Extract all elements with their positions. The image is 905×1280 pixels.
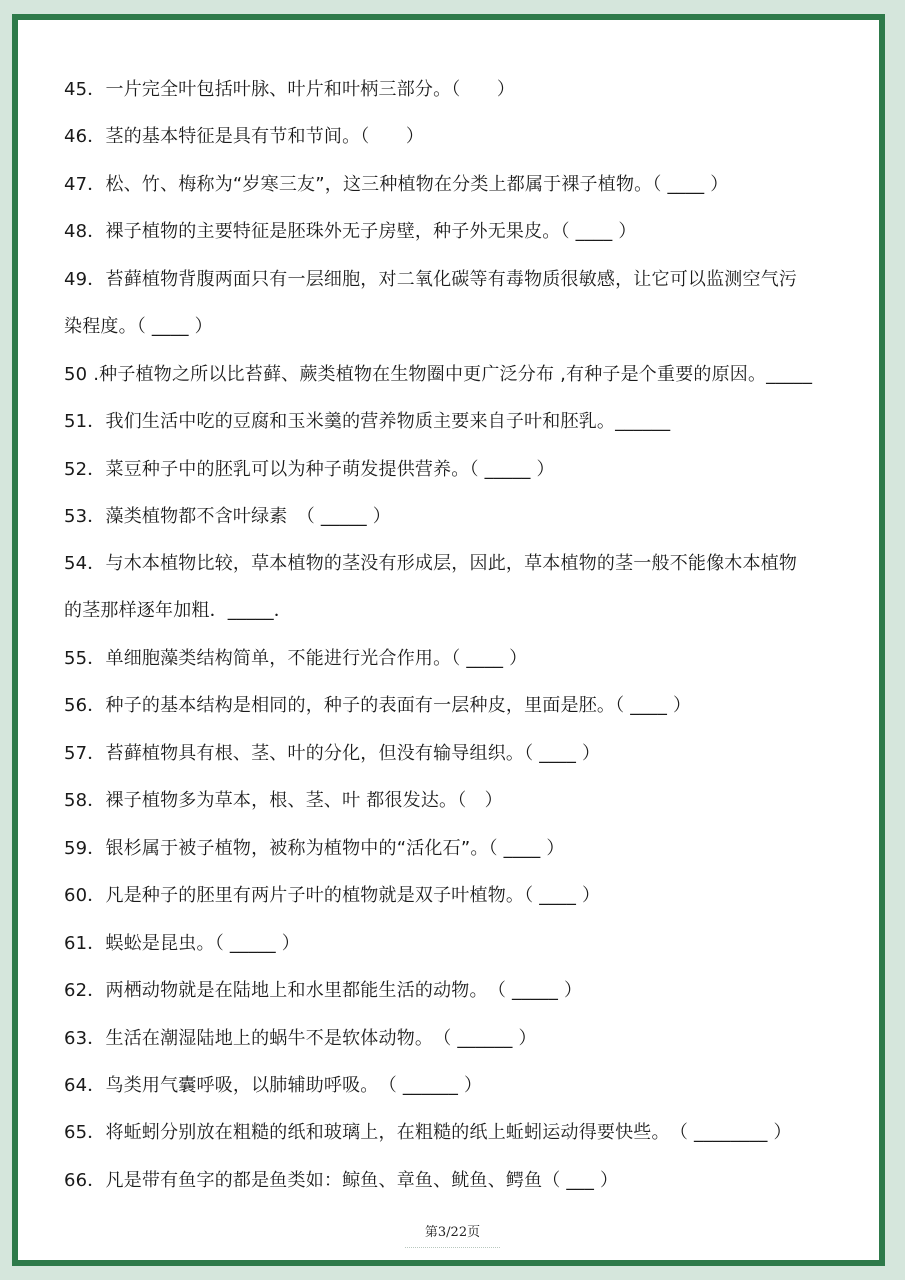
page-number: 第3/22页 <box>424 1225 481 1240</box>
question-line: 45．一片完全叶包括叶脉、叶片和叶柄三部分。（ ） <box>64 79 516 100</box>
question-line: 51．我们生活中吃的豆腐和玉米羹的营养物质主要来自子叶和胚乳。______ <box>64 411 671 432</box>
question-line: 61．蜈蚣是昆虫。（ _____ ） <box>64 933 300 954</box>
question-line: 59．银杉属于被子植物，被称为植物中的“活化石”。（ ____ ） <box>64 838 565 859</box>
question-line: 60．凡是种子的胚里有两片子叶的植物就是双子叶植物。（ ____ ） <box>64 885 601 906</box>
question-line: 染程度。（ ____ ） <box>64 316 213 337</box>
question-line: 48．裸子植物的主要特征是胚珠外无子房壁，种子外无果皮。（ ____ ） <box>64 221 637 242</box>
question-line: 52．菜豆种子中的胚乳可以为种子萌发提供营养。（ _____ ） <box>64 459 555 480</box>
question-line: 49．苔藓植物背腹两面只有一层细胞，对二氧化碳等有毒物质很敏感，让它可以监测空气污 <box>64 269 798 290</box>
question-line: 50 .种子植物之所以比苔藓、蕨类植物在生物圈中更广泛分布 ,有种子是个重要的原因。_____ <box>64 364 813 385</box>
question-line: 66．凡是带有鱼字的都是鱼类如：鲸鱼、章鱼、鱿鱼、鳄鱼（ ___ ） <box>64 1170 619 1191</box>
question-line: 56．种子的基本结构是相同的，种子的表面有一层种皮，里面是胚。（ ____ ） <box>64 695 692 716</box>
question-line: 65．将蚯蚓分别放在粗糙的纸和玻璃上，在粗糙的纸上蚯蚓运动得要快些。 （ ________ ） <box>64 1122 792 1143</box>
question-line: 58．裸子植物多为草本，根、茎、叶 都很发达。（ ） <box>64 790 503 811</box>
question-line: 54．与木本植物比较，草本植物的茎没有形成层，因此，草本植物的茎一般不能像木本植物 <box>64 553 798 574</box>
question-line: 46．茎的基本特征是具有节和节间。（ ） <box>64 126 425 147</box>
question-line: 47．松、竹、梅称为“岁寒三友”，这三种植物在分类上都属于裸子植物。（ ____ ） <box>64 174 729 195</box>
question-line: 64．鸟类用气囊呼吸，以肺辅助呼吸。 （ ______ ） <box>64 1075 483 1096</box>
question-line: 57．苔藓植物具有根、茎、叶的分化，但没有输导组织。（ ____ ） <box>64 743 601 764</box>
footer-divider <box>405 1247 500 1251</box>
question-line: 63．生活在潮湿陆地上的蜗牛不是软体动物。 （ ______ ） <box>64 1028 537 1049</box>
question-line: 62．两栖动物就是在陆地上和水里都能生活的动物。 （ _____ ） <box>64 980 583 1001</box>
question-line: 55．单细胞藻类结构简单，不能进行光合作用。（ ____ ） <box>64 648 528 669</box>
question-line: 53．藻类植物都不含叶绿素 （ _____ ） <box>64 506 391 527</box>
question-line: 的茎那样逐年加粗．_____． <box>64 600 292 621</box>
